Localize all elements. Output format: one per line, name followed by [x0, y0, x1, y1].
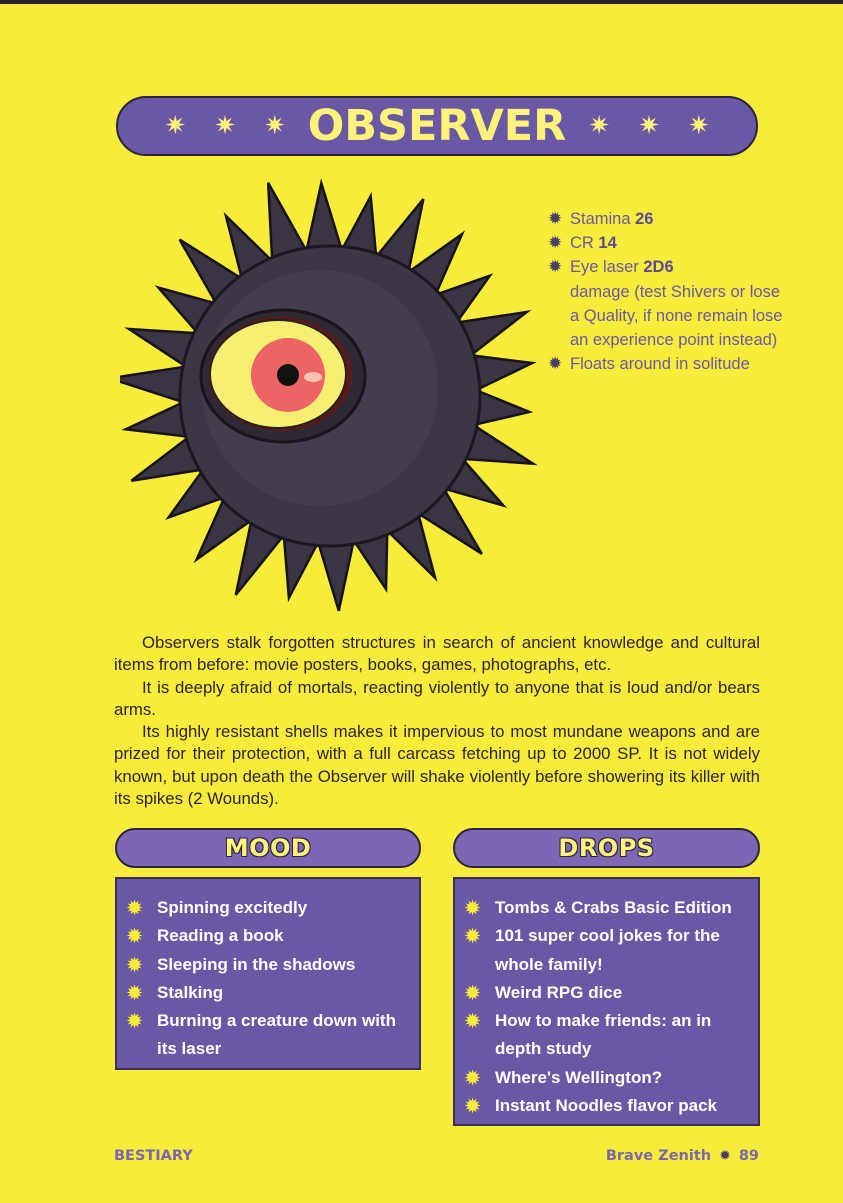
stat-stamina [548, 207, 788, 231]
stat-label: Eye laser [570, 258, 644, 277]
list-item: ✹ Sleeping in the shadows [127, 951, 409, 979]
paragraph: Observers stalk forgotten structures in search of ancient knowledge and cultural items from before: movie posters, books, games, photographs, etc. [114, 633, 760, 675]
starburst-bullet-icon: ✹ [465, 1011, 481, 1032]
starburst-bullet-icon: ✹ [465, 1067, 481, 1088]
list-item: ✹ Reading a book [127, 922, 409, 950]
star-icon: ✷ [638, 111, 660, 141]
starburst-bullet-icon: ✹ [465, 898, 481, 918]
starburst-bullet-icon: ✹ [548, 354, 563, 374]
list-item: ✹ Burning a creature down with its laser [127, 1007, 409, 1064]
starburst-bullet-icon: ✹ [127, 982, 143, 1003]
stat-description: damage (test Shivers or lose a Quality, if none remain lose an experience point instead) [570, 282, 783, 350]
description [114, 632, 760, 810]
list-item: ✹ Instant Noodles flavor pack [465, 1092, 748, 1120]
starburst-icon: ✹ [719, 1148, 731, 1164]
list-item: ✹ Weird RPG dice [465, 979, 748, 1007]
stat-value: 2D6 [643, 258, 674, 277]
starburst-bullet-icon: ✹ [127, 954, 143, 975]
starburst-bullet-icon: ✹ [465, 982, 481, 1003]
page-number: 89 [738, 1148, 759, 1164]
paragraph: Its highly resistant shells makes it impervious to most mundane weapons and are prized for their protection, with a full carcass fetching up to 2000 SP. It is not widely known, but upon death the Observer will shake violently before showering its killer with its spikes (2 Wounds). [114, 722, 760, 809]
star-icon: ✷ [214, 111, 236, 141]
observer-illustration [120, 176, 540, 616]
stat-value: 26 [635, 210, 654, 228]
starburst-bullet-icon: ✹ [465, 1096, 481, 1117]
list-item: ✹ How to make friends: an in depth study [465, 1007, 748, 1064]
stat-value: 14 [598, 234, 617, 253]
creature-title: OBSERVER [307, 101, 567, 151]
mood-heading: MOOD [115, 828, 421, 868]
paragraph: It is deeply afraid of mortals, reacting violently to anyone that is loud and/or bears arms. [114, 677, 760, 719]
drops-list [453, 877, 760, 1126]
stat-label: Stamina [570, 210, 636, 228]
footer-page-info [606, 1148, 759, 1164]
pupil [277, 364, 299, 386]
star-icon: ✷ [263, 111, 286, 141]
star-icon: ✷ [687, 111, 710, 141]
list-item: ✹ 101 super cool jokes for the whole family! [465, 922, 748, 979]
page [0, 4, 843, 1203]
starburst-bullet-icon: ✹ [127, 898, 143, 918]
stat-eye-laser [548, 255, 788, 352]
stat-behavior [548, 352, 788, 376]
title-banner [116, 96, 758, 156]
list-item: ✹ Stalking [127, 979, 409, 1007]
starburst-bullet-icon: ✹ [548, 209, 563, 228]
footer-section: BESTIARY [114, 1148, 193, 1164]
stat-block [548, 207, 788, 376]
list-item: ✹ Spinning excitedly [127, 894, 409, 922]
stat-label: CR [570, 234, 599, 253]
starburst-bullet-icon: ✹ [127, 926, 143, 947]
stat-label: Floats around in solitude [570, 355, 750, 374]
list-item: ✹ Tombs & Crabs Basic Edition [465, 894, 748, 922]
drops-heading: DROPS [453, 828, 760, 868]
starburst-bullet-icon: ✹ [548, 257, 563, 277]
book-title: Brave Zenith [605, 1148, 712, 1164]
starburst-bullet-icon: ✹ [465, 926, 481, 947]
star-icon: ✷ [588, 111, 611, 141]
mood-list [115, 877, 421, 1070]
starburst-bullet-icon: ✹ [127, 1011, 143, 1032]
list-item: ✹ Where's Wellington? [465, 1064, 748, 1092]
star-icon: ✷ [164, 111, 187, 141]
stat-cr [548, 231, 788, 255]
starburst-bullet-icon: ✹ [548, 233, 563, 253]
